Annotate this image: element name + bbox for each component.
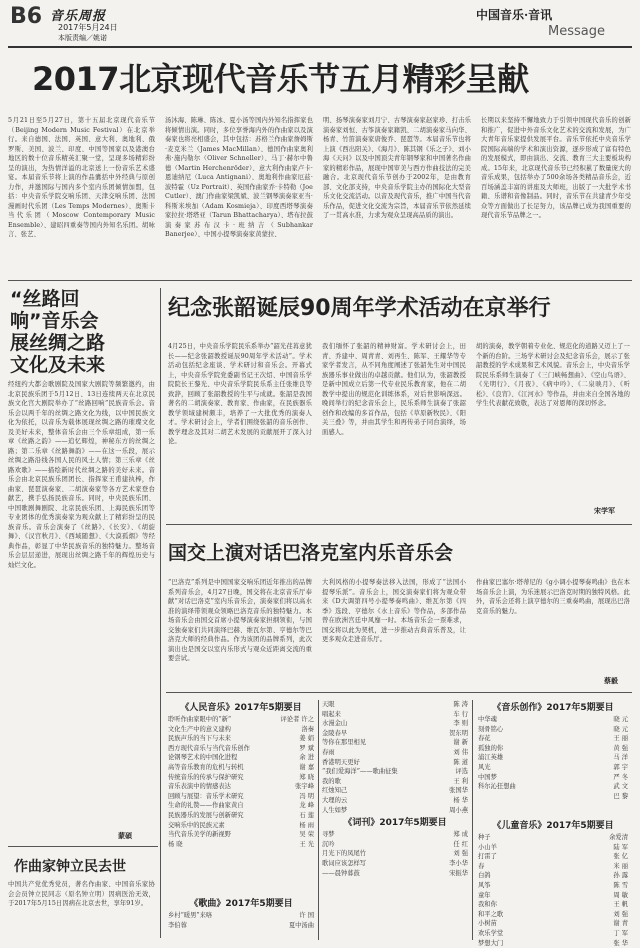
toc-row — [322, 758, 468, 768]
toc-item-title: 中华魂 — [478, 716, 497, 723]
toc-item-author: 王 光 — [299, 840, 314, 848]
toc-row — [322, 700, 468, 710]
baroque-col-2: 大利风格的小提琴奏法移入法国，形成了“法国小提琴乐派”。音乐会上，国交演奏家们将为观众带来《D大调第四号小提琴奏鸣曲》、维瓦尔第《四季》选段、亨德尔《水上音乐》等作品，多部作品曾在欧洲宫廷中风靡一时。本场音乐会一票难求，国交将以此为契机，进一步推动古典音乐普及，让更多观众走进音乐厅。 — [322, 579, 466, 643]
toc-row — [322, 859, 468, 869]
toc-item-author: 孙 露 — [613, 872, 628, 880]
toc-row — [478, 715, 628, 725]
toc-item-author: 陈 雪 — [613, 881, 628, 889]
toc-row — [478, 939, 628, 948]
toc-item-title: 小山羊 — [478, 843, 497, 851]
toc-item-title: 科尔沁狂想曲 — [478, 783, 516, 791]
toc-row — [478, 843, 628, 853]
toc-row — [168, 811, 314, 821]
toc-item-author: 冯 明 — [299, 792, 314, 800]
toc-item-author: 刘 强 — [613, 910, 628, 918]
toc-ertong — [478, 818, 628, 948]
toc-item-author: 杨 雨 — [299, 821, 314, 829]
toc-item-author: 余爱清 — [609, 834, 628, 841]
toc-item-author: 龙 峰 — [299, 802, 314, 810]
toc-item-author: 许 国 — [299, 912, 314, 919]
toc-item-title: 生命的礼赞——作曲家黄自 — [168, 802, 244, 810]
toc-divider-2 — [472, 700, 473, 940]
toc-item-title: 聆听作曲家眼中的“新“ — [168, 716, 232, 723]
zhang-author: 宋学军 — [594, 506, 615, 515]
toc-row — [478, 871, 628, 881]
toc-title: 《音乐创作》2017年5期要目 — [492, 703, 614, 713]
toc-item-title: 当代音乐美学的新视野 — [168, 831, 231, 839]
zhang-col-2: 我们缅怀了张韶的精神财富。学术研讨会上，田青、乔建中、周青青、刘再生、陈军、王耀华等专家学者发言，从不同角度阐述了张韶先生对中国民族器乐事业做出的卓越贡献。他们认为，张韶教授是新中国成立后第一代专业民乐教育家，他在二胡教学中提出的规范化训练体系，对后世影响深远。晚间举行的纪念音乐会上，民乐系师生演奏了张韶创作和改编的多首作品，包括《草原新牧民》、《阳关三叠》等，并由其学生和再传弟子同台演绎，场面感人。 — [322, 343, 466, 436]
toc-item-author: 武 文 — [613, 783, 628, 791]
toc-item-author: 黄 强 — [613, 744, 628, 752]
toc-row — [478, 792, 628, 802]
toc-row — [478, 744, 628, 754]
toc-item-author: 张 华 — [613, 939, 628, 947]
section-brand: 中国音乐·音讯 — [476, 8, 553, 22]
page-editor: 本版责编／姚诺 — [58, 34, 107, 42]
toc-item-title: 刻骨铭心 — [478, 725, 504, 733]
toc-item-title: 歌词应该怎样写 — [322, 859, 367, 867]
toc-item-author: 陈 道 — [453, 758, 468, 766]
toc-item-title: 梦想大门 — [478, 939, 504, 947]
zhang-divider — [166, 524, 632, 525]
toc-item-title: 唱起来 — [322, 710, 341, 718]
toc-item-author: 余 进 — [299, 754, 314, 762]
toc-row — [168, 840, 314, 850]
issue-date: 2017年5月24日 — [58, 23, 118, 32]
lead-col-2: 汤沐海、陈琳、陈冰、夏小汤等国内外知名指挥家也将倾情出演。同时，多位享誉海内外的作曲家以及演奏家也将亮相盛会，其中包括：苏格兰作曲家詹姆斯·麦克米兰（James MacMillan）、德国作曲家奥利弗·施内勒尔（Oliver Schneller）、马丁·赫尔中鲁德（Martin Herchenröder）、意大利作曲家卢卡·恩迪纳尼（Luca Antignani）、奥地利作曲家厄兹·波特霍（Uz Portrait）、英国作曲家乔·卡特勒（Joe Cutler）、澳门作曲家梁凯斌、波兰钢琴演奏家亚当·科斯米埃加（Adam Kosmieja）、印度西塔琴演奏家拉拉·塔塔亚（Tarun Bhattacharya）、塔布拉鼓演奏家苏布汉卡·班纳吉（Subhankar Banerjee）、中国小提琴演奏家黄蒙拉、 — [165, 117, 313, 238]
toc-item-title: 文化生产中的意义建构 — [168, 725, 231, 733]
toc-row — [168, 792, 314, 802]
toc-row — [478, 753, 628, 763]
toc-row — [322, 806, 468, 816]
toc-item-author: 石 莲 — [299, 811, 314, 819]
obit-headline: 作曲家钟立民去世 — [14, 859, 126, 875]
toc-item-title: ——晨钟暮鼓 — [322, 869, 360, 877]
toc-item-author: 吴 荣 — [299, 831, 314, 839]
toc-row — [478, 891, 628, 901]
toc-item-title: 寻梦 — [322, 831, 335, 839]
toc-row — [322, 786, 468, 796]
toc-item-title: 风光 — [478, 763, 491, 771]
toc-row — [322, 869, 468, 879]
toc-item-title: 天眼 — [322, 701, 335, 708]
toc-row — [322, 796, 468, 806]
paper-name: 音乐周报 — [50, 9, 107, 24]
toc-item-author: 任 红 — [453, 840, 468, 848]
toc-item-title: 音乐表演中的情感表达 — [168, 783, 231, 791]
lead-col-3: 明、扬琴演奏家刘月宁、古琴演奏家赵家珍、打击乐演奏家刘恒、古筝演奏家籍凯、二胡演奏家马向华、杨青、竹笛演奏家唐俊乔、琵琶等。本届音乐节也将上演《西出阳关》、《海月》、陈其钢《乐之子》、刘小海《天问》以及中国顶尖青年钢琴家和中国著名作曲家的精彩作品，展现中国审美与西方作曲技法的完美融合。北京现代音乐节创办于2002年，是由教育部、文化部支持，中央音乐学院主办的国际化大型音乐文化交流活动。以音及现代音乐，推广中国当代音乐作品，促进文化交流为宗旨，本届音乐节依然延续了一贯高水准，力求为观众呈现高品质的演出。 — [323, 117, 471, 219]
toc-divider-1 — [318, 700, 319, 940]
toc-item-author: 严 冬 — [613, 773, 628, 781]
toc-row — [322, 710, 468, 720]
toc-item-title: 大理的云 — [322, 796, 348, 804]
toc-item-title: 我的歌 — [322, 777, 341, 785]
toc-item-author: 刘 强 — [453, 850, 468, 858]
zhang-headline: 纪念张韶诞辰90周年学术活动在京举行 — [168, 296, 551, 321]
toc-item-title: 传统音乐的传承与保护研究 — [168, 773, 244, 781]
toc-item-title: 和平之歌 — [478, 910, 504, 918]
obit-body: 中国共产党优秀党员，著名作曲家、中国音乐家协会会员钟立民同志（原名钟立明）因病医治无效，于2017年5月15日因病在北京去世，享年91岁。 — [8, 881, 155, 907]
toc-item-author: 王 利 — [453, 777, 468, 785]
lead-headline — [32, 54, 612, 104]
toc-item-title: 红烛知己 — [322, 787, 348, 795]
toc-row — [322, 840, 468, 850]
toc-item-author: 陆 军 — [613, 843, 628, 851]
toc-title: 《歌曲》2017年5期要目 — [189, 899, 293, 909]
toc-item-title: 中国梦 — [478, 773, 497, 781]
toc-item-title: 我和你 — [478, 901, 497, 909]
toc-item-title: 水漫金山 — [322, 720, 348, 728]
toc-title: 《词刊》2017年5期要目 — [343, 818, 447, 829]
toc-item-author: 谢 青 — [613, 920, 628, 928]
left-col-divider — [160, 288, 161, 938]
toc-item-author: 评论者 许之 — [280, 716, 314, 723]
toc-row — [168, 821, 314, 831]
silk-body: 经纽约大都会歌剧院及国家大剧院等频繁邀约，由北京民族乐团于5月12日、13日连续两天在北京民族文化宫大剧院举办了“丝路回响”民族音乐会。音乐会以两千年的丝绸之路文化为线，以中国民族文化为依托，以音乐为载体展现丝绸之路的璀璨文化及美好未来，整体音乐会由三个乐章组成，第一乐章《丝路之韵》——追忆辉煌，神秘东方的丝绸之路；第二乐章《丝路舞韵》——在这一乐段，展示丝绸之路沿线各国人民的风土人情；第三乐章《丝路欢歌》——描绘新时代丝绸之路的美好未来。音乐会由北京民族乐团团长、指挥家王甫建执棒，作曲家、琵琶演奏家、二胡演奏家等各方艺术家登台献艺，携手弘扬民族音乐。同时，中央民族乐团、中国歌剧舞剧院、北京民族乐团、上海民族乐团等专业团体的优秀演奏家为观众献上了精彩纷呈的民族音乐。音乐会演奏了《丝路》、《长安》、《胡旋舞》、《汉宫秋月》、《西域随想》、《大漠孤烟》等经典作品，彰显了中华民族音乐的独特魅力。整场音乐会层层递进，展现出丝绸之路千年的辉煌历史与灿烂文化。 — [8, 381, 155, 569]
toc-row — [478, 833, 628, 843]
toc-row — [478, 862, 628, 872]
toc-item-title: 小树苗 — [478, 920, 497, 928]
toc-item-title: 风筝 — [478, 881, 491, 889]
toc-item-title: 浦江英雄 — [478, 754, 504, 762]
toc-title: 《儿童音乐》2017年5期要目 — [492, 821, 614, 831]
toc-item-title: 人生如梦 — [322, 806, 348, 814]
toc-row — [478, 734, 628, 744]
toc-row — [478, 881, 628, 891]
toc-item-title: 白鸽 — [478, 872, 491, 880]
silk-headline: “丝路回响”音乐会展丝绸之路文化及未来 — [10, 288, 106, 376]
toc-item-author: 王 帆 — [613, 901, 628, 909]
lead-col-1: 5月21日至5月27日，第十五届北京现代音乐节（Beijing Modern Music Festival）在北京举行。来自德国、法国、英国、意大利、奥地利、俄罗斯、美国、波兰、印度、中国等国家以及港澳台地区的数十位音乐精英汇聚一堂，呈现多场精彩纷呈的演出，为热情洋溢的北京送上一份音乐艺术盛宴。本届音乐节将上演的作品囊括中外经典与原创力作，并邀国际与国内多个室内乐团倾情加盟，包括：中央音乐学院交响乐团、天津交响乐团、法国漫画时代乐团（Les Temps Modernes）、奥斯卡当代乐团（Moscow Contemporary Music Ensemble）、建昭四重奏等国内外知名乐团。胡咏言、张艺、 — [8, 117, 155, 238]
silk-author: 蒙碩 — [118, 831, 132, 840]
obit-divider — [8, 846, 158, 847]
toc-item-author: 洛秦 — [301, 725, 314, 733]
toc-row — [322, 777, 468, 787]
toc-item-title: 春花 — [478, 735, 491, 743]
toc-row — [168, 921, 314, 931]
toc-item-author: 米 丽 — [613, 862, 628, 870]
toc-item-title: 香港明天更好 — [322, 758, 360, 766]
toc-row — [322, 719, 468, 729]
toc-row — [168, 744, 314, 754]
toc-row — [168, 782, 314, 792]
toc-ci — [322, 700, 468, 878]
toc-row — [168, 725, 314, 735]
toc-item-author: 夏中汤曲 — [288, 921, 314, 929]
toc-row — [322, 738, 468, 748]
toc-item-author: 谢 嘉 — [299, 763, 314, 771]
toc-item-author: 郭 宇 — [613, 763, 628, 771]
toc-row — [322, 729, 468, 739]
toc-item-author: 张 亿 — [613, 853, 628, 861]
toc-item-author: 谢 新 — [453, 739, 468, 747]
toc-row — [168, 715, 314, 725]
toc-item-author: 郑 晓 — [299, 773, 314, 781]
header-rule — [8, 46, 632, 48]
zhang-col-3: 胡的演奏，教学朝着专业化、规范化的道路又迈上了一个新的台阶。三场学术研讨会及纪念音乐会，展示了张韶教授的学术成果和艺术风貌。音乐会上，中央音乐学院民乐系师生演奏了《三门峡畅想曲》、《空山鸟语》、《光明行》、《月夜》、《病中吟》、《二泉映月》、《听松》、《良宵》、《江河水》等作品，并由来自全国各地的学生代表献花致敬，表达了对恩师的深切怀念。 — [476, 343, 630, 407]
toc-item-title: 春雨 — [322, 748, 335, 756]
toc-row — [478, 900, 628, 910]
toc-item-author: 巴 黎 — [613, 792, 628, 800]
toc-item-title: “我们爱海洋”——歌曲征集 — [322, 768, 398, 776]
toc-row — [478, 852, 628, 862]
toc-row — [478, 725, 628, 735]
toc-gequ — [168, 896, 314, 930]
toc-row — [322, 767, 468, 777]
toc-item-author: 罗 斌 — [299, 744, 314, 752]
toc-item-author: 晓 元 — [613, 725, 628, 733]
toc-row — [168, 911, 314, 921]
toc-row — [168, 773, 314, 783]
toc-item-title: 民族声乐的当下与未来 — [168, 735, 231, 743]
toc-item-author: 陈 涛 — [453, 701, 468, 708]
toc-item-author: 王 丽 — [613, 735, 628, 743]
toc-row — [322, 849, 468, 859]
toc-row — [478, 919, 628, 929]
toc-item-author: 评选 — [455, 768, 468, 776]
toc-row — [478, 782, 628, 792]
zhang-col-1: 4月25日，中央音乐学院民乐系举办“韶光荏苒意犹长——纪念张韶教授诞辰90周年学术活动”。学术活动包括纪念座谈、学术研讨和音乐会。开幕式上，中央音乐学院党委副书记王次炤、中国音乐学院院长王黎光、中央音乐学院民乐系主任张维良等致辞，回顾了张韶教授的生平与成就。张韶是我国著名的二胡演奏家、教育家、作曲家，在民族器乐教学领域建树颇丰，培养了一大批优秀的演奏人才。学术研讨会上，学者们围绕张韶的音乐创作、教学理念及其对二胡艺术发展的贡献展开了深入讨论。 — [168, 343, 312, 445]
toc-item-author: 张国华 — [449, 787, 468, 795]
toc-row — [478, 763, 628, 773]
toc-item-author: 马 洋 — [613, 754, 628, 762]
toc-item-title: 李伯蓉 — [168, 921, 187, 929]
toc-row — [322, 830, 468, 840]
toc-item-title: 杨 晓 — [168, 840, 183, 848]
toc-item-title: 欢乐学堂 — [478, 929, 504, 937]
toc-row — [478, 910, 628, 920]
toc-item-title: 等你在那里相见 — [322, 739, 367, 747]
baroque-col-1: “巴洛克”系列是中国国家交响乐团近年推出的品牌系列音乐会，4月27日晚，国交将在北京音乐厅奉献“对话巴洛克”室内乐音乐会，演奏家们将以高水准的演绎带领观众领略巴洛克音乐的独特魅力。本场音乐会由国交首席小提琴演奏家担纲领衔，与国交独奏家们共同演绎巴赫、维瓦尔第、亨德尔等巴洛克大师的经典作品。作为该团的品牌系列，此次演出也是国交以室内乐形式与观众近距离交流的重要尝试。 — [168, 579, 312, 662]
toc-row — [478, 773, 628, 783]
toc-item-title: 西方现代音乐与当代音乐创作 — [168, 744, 250, 752]
toc-item-author: 李小华 — [449, 859, 468, 867]
toc-item-title: 打雷了 — [478, 853, 497, 861]
toc-item-author: 宋振华 — [449, 869, 468, 877]
toc-item-author: 姜 娟 — [299, 735, 314, 743]
toc-item-author: 郑 成 — [453, 831, 468, 839]
toc-item-title: 月光下的凤尾竹 — [322, 850, 367, 858]
toc-item-author: 晓 元 — [613, 716, 628, 723]
toc-item-title: 童年 — [478, 891, 491, 899]
toc-title: 《人民音乐》2017年5期要目 — [180, 703, 302, 713]
toc-item-author: 杨 华 — [453, 796, 468, 804]
toc-item-title: 回顾与展望：音乐学术研究 — [168, 792, 244, 800]
toc-item-title: 高等音乐教育的危机与转机 — [168, 763, 244, 771]
toc-item-title: 春 — [478, 862, 485, 870]
toc-row — [478, 929, 628, 939]
toc-row — [168, 801, 314, 811]
toc-row — [322, 748, 468, 758]
toc-item-title: 孤独的你 — [478, 744, 504, 752]
baroque-headline: 国交上演对话巴洛克室内乐音乐会 — [168, 542, 454, 564]
section-en: Message — [548, 24, 605, 39]
toc-item-title: 交响乐中的民族元素 — [168, 821, 225, 829]
toc-item-author: 周小燕 — [449, 806, 468, 814]
toc-item-title: 论钢琴艺术的中国化进程 — [168, 754, 238, 762]
lead-headline-text: 2017北京现代音乐节五月精彩呈献 — [32, 60, 529, 98]
page-number: B6 — [10, 4, 43, 29]
lead-col-4: 长期以来坚持不懈地致力于引领中国现代音乐的创新和推广，促进中外音乐文化艺术的交流和发展，为广大青年音乐家提供发展平台。音乐节依托中央音乐学院国际高端的学术和演出资源，逐步形成了富有特色的发展模式，即由演出、交流、教育三大主要板块构成。15年来，北京现代音乐节已经积累了数量庞大的音乐成果，包括举办了500余场各类精品音乐会，近百场涵盖丰富的讲座及大师班，出版了一大批学术书籍、乐谱和音像制品。同时，音乐节在共建青少年受众等方面做出了长足努力，该品牌已成为我国重要的现代音乐节品牌之一。 — [481, 117, 631, 219]
toc-row — [168, 753, 314, 763]
toc-item-author: 张宇峰 — [295, 783, 314, 791]
toc-item-title: 金陵春早 — [322, 729, 348, 737]
toc-renmin — [168, 700, 314, 849]
toc-item-title: 乡村“暖男”来咯 — [168, 912, 213, 919]
toc-item-author: 贺东明 — [449, 729, 468, 737]
toc-row — [168, 830, 314, 840]
baroque-divider — [166, 692, 632, 693]
toc-item-author: 车 行 — [453, 710, 468, 718]
toc-item-title: 沉吟 — [322, 840, 335, 848]
toc-item-author: 刘 伟 — [453, 748, 468, 756]
toc-item-title: 民族器乐的发展与创新研究 — [168, 811, 244, 819]
toc-row — [168, 734, 314, 744]
toc-chuangzuo — [478, 700, 628, 801]
toc-item-title: 种子 — [478, 834, 491, 841]
toc-item-author: 周 敏 — [613, 891, 628, 899]
baroque-col-3: 作曲家巴塞尔·塔蒂尼的《g小调小提琴奏鸣曲》也在本场音乐会上演，为乐迷展示巴洛克时期的独特风格。此外，音乐会还将上演亨德尔的三重奏鸣曲，展现出巴洛克音乐的魅力。 — [476, 579, 630, 615]
toc-item-author: 丁 军 — [613, 929, 628, 937]
toc-row — [168, 763, 314, 773]
toc-item-author: 李 则 — [453, 720, 468, 728]
baroque-author: 蔡毅 — [604, 676, 618, 685]
lead-divider — [8, 280, 632, 281]
